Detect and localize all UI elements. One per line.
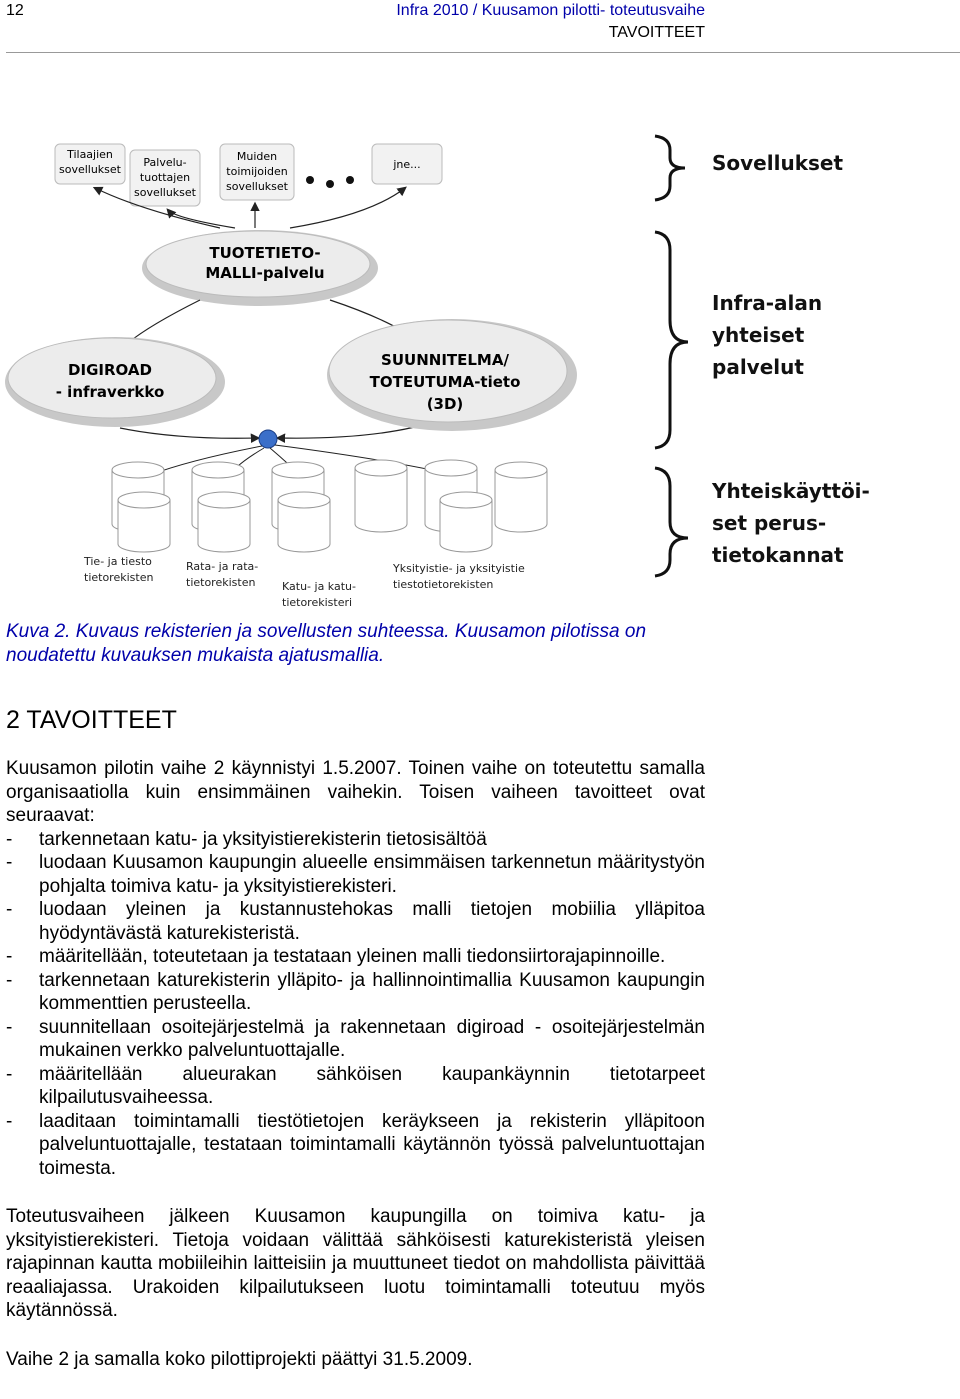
register-cylinders-rail xyxy=(192,462,250,552)
app-box-clients-line1: Tilaajien xyxy=(67,148,113,161)
page-header xyxy=(0,0,960,56)
plan-layer xyxy=(327,319,577,431)
list-dash: - xyxy=(6,1016,13,1038)
register-label-private-1: Yksityistie- ja yksityistie xyxy=(393,562,525,575)
header-section: TAVOITTEET xyxy=(608,24,705,41)
plan-line2: TOTEUTUMA-tieto xyxy=(369,373,521,391)
app-box-providers-line3: sovellukset xyxy=(133,186,197,199)
list-item: - luodaan Kuusamon kaupungin alueelle ensimmäisen tarkennetun määritystyön pohjalta toimiva katu- ja yksityistierekisteri. xyxy=(6,852,705,897)
label-shared-db-1: Yhteiskäyttöi- xyxy=(712,479,870,503)
list-item: - määritellään, toteutetaan ja testataan yleinen malli tiedonsiirtorajapinnoille. xyxy=(6,946,666,967)
intro-paragraph: Kuusamon pilotin vaihe 2 käynnistyi 1.5.2007. Toinen vaihe on toteutettu samalla organisaatiolla kuin ensimmäinen vaihekin. Toisen vaiheen tavoitteet ovat seuraavat: xyxy=(6,758,705,826)
app-box-others xyxy=(220,144,294,200)
app-box-etc xyxy=(372,144,442,184)
closing-paragraph: Vaihe 2 ja samalla koko pilottiprojekti päättyi 31.5.2009. xyxy=(6,1348,473,1370)
list-dash: - xyxy=(6,946,13,967)
register-cylinders-private xyxy=(355,460,547,552)
app-box-others-line3: sovellukset xyxy=(225,180,289,193)
register-label-road-2: tietorekisten xyxy=(84,571,154,584)
list-item: - luodaan yleinen ja kustannustehokas malli tietojen mobiilia ylläpitoa hyödyntävästä katurekisteristä. xyxy=(6,899,705,944)
product-model-service xyxy=(142,230,378,306)
figure-caption: Kuva 2. Kuvaus rekisterien ja sovellusten suhteessa. Kuusamon pilotissa on noudatettu kuvauksen mukaista ajatusmallia. xyxy=(6,621,647,666)
label-shared-services-3: palvelut xyxy=(712,355,804,379)
app-box-providers-line1: Palvelu- xyxy=(143,156,187,169)
digiroad-line1: DIGIROAD xyxy=(68,361,152,379)
right-labels xyxy=(711,151,870,567)
list-item: - tarkennetaan katu- ja yksityistierekisterin tietosisältöä xyxy=(6,828,487,850)
list-item: - suunnitellaan osoitejärjestelmä ja rakennetaan digiroad - osoitejärjestelmän mukainen verkko palveluntuottajalle. xyxy=(6,1016,705,1061)
app-box-providers-line2: tuottajen xyxy=(139,171,191,184)
integration-node xyxy=(259,430,277,448)
digiroad-line2: - infraverkko xyxy=(55,383,165,401)
list-dash: - xyxy=(6,1063,13,1085)
right-braces xyxy=(655,136,688,576)
list-dash: - xyxy=(6,852,13,873)
page-number: 12 xyxy=(6,2,24,19)
app-box-etc-label: jne... xyxy=(393,158,421,171)
register-cylinders-road xyxy=(112,462,170,552)
list-dash: - xyxy=(6,1110,13,1132)
label-applications: Sovellukset xyxy=(712,151,844,175)
service-label-line1: TUOTETIETO- xyxy=(209,244,321,262)
app-box-clients-line2: sovellukset xyxy=(58,163,122,176)
register-label-rail-1: Rata- ja rata- xyxy=(186,560,259,573)
app-box-providers xyxy=(130,150,200,206)
plan-line1: SUUNNITELMA/ xyxy=(381,351,509,369)
list-dash: - xyxy=(6,899,13,920)
list-item: - tarkennetaan katurekisterin ylläpito- ja hallinnointimallia Kuusamon kaupungin kommenttien perusteella. xyxy=(6,969,705,1014)
label-shared-db-2: set perus- xyxy=(712,511,827,535)
app-box-clients xyxy=(55,144,125,184)
section-heading: 2 TAVOITTEET xyxy=(6,706,177,734)
list-dash: - xyxy=(6,969,13,991)
label-shared-services-2: yhteiset xyxy=(712,323,805,347)
ellipsis-dots-icon xyxy=(306,176,354,188)
app-box-others-line2: toimijoiden xyxy=(226,165,288,178)
register-labels xyxy=(83,555,525,609)
result-paragraph: Toteutusvaiheen jälkeen Kuusamon kaupungilla on toimiva katu- ja yksityistierekisteri. Tietoja voidaan välittää sähköisesti katurekisteristä yleisen rajapinnan kautta mobiileihin laitteisiin ja muuttuneet tiedot on mahdollista päivittää reaaliajassa. Urakoiden kilpailutukseen luotu toimintamalli toteutuu myös käytännössä. xyxy=(6,1206,705,1321)
architecture-figure xyxy=(0,120,960,615)
label-shared-db-3: tietokannat xyxy=(712,543,844,567)
label-shared-services-1: Infra-alan xyxy=(712,291,823,315)
goals-list xyxy=(6,828,705,1181)
register-label-road-1: Tie- ja tiesto xyxy=(84,555,152,568)
digiroad-layer xyxy=(5,337,225,427)
document-title: Infra 2010 / Kuusamon pilotti- toteutusvaihe xyxy=(396,2,705,19)
register-label-street-2: tietorekisteri xyxy=(282,596,353,609)
list-item: - määritellään alueurakan sähköisen kaupankäynnin tietotarpeet kilpailutusvaiheessa. xyxy=(6,1063,705,1108)
register-cylinders-street xyxy=(272,462,330,552)
plan-line3: (3D) xyxy=(426,395,464,413)
service-label-line2: MALLI-palvelu xyxy=(205,264,325,282)
list-item: - laaditaan toimintamalli tiestötietojen keräykseen ja rekisterin ylläpitoon palveluntuottajalle, testataan toimintamalli käytännön työssä palveluntuottajan toimesta. xyxy=(6,1110,705,1179)
header-rule xyxy=(6,52,960,53)
app-box-others-line1: Muiden xyxy=(236,150,278,163)
list-dash: - xyxy=(6,828,13,850)
register-label-private-2: tiestotietorekisten xyxy=(393,578,494,591)
body-text xyxy=(6,757,705,1371)
register-label-rail-2: tietorekisten xyxy=(186,576,256,589)
register-label-street-1: Katu- ja katu- xyxy=(282,580,356,593)
